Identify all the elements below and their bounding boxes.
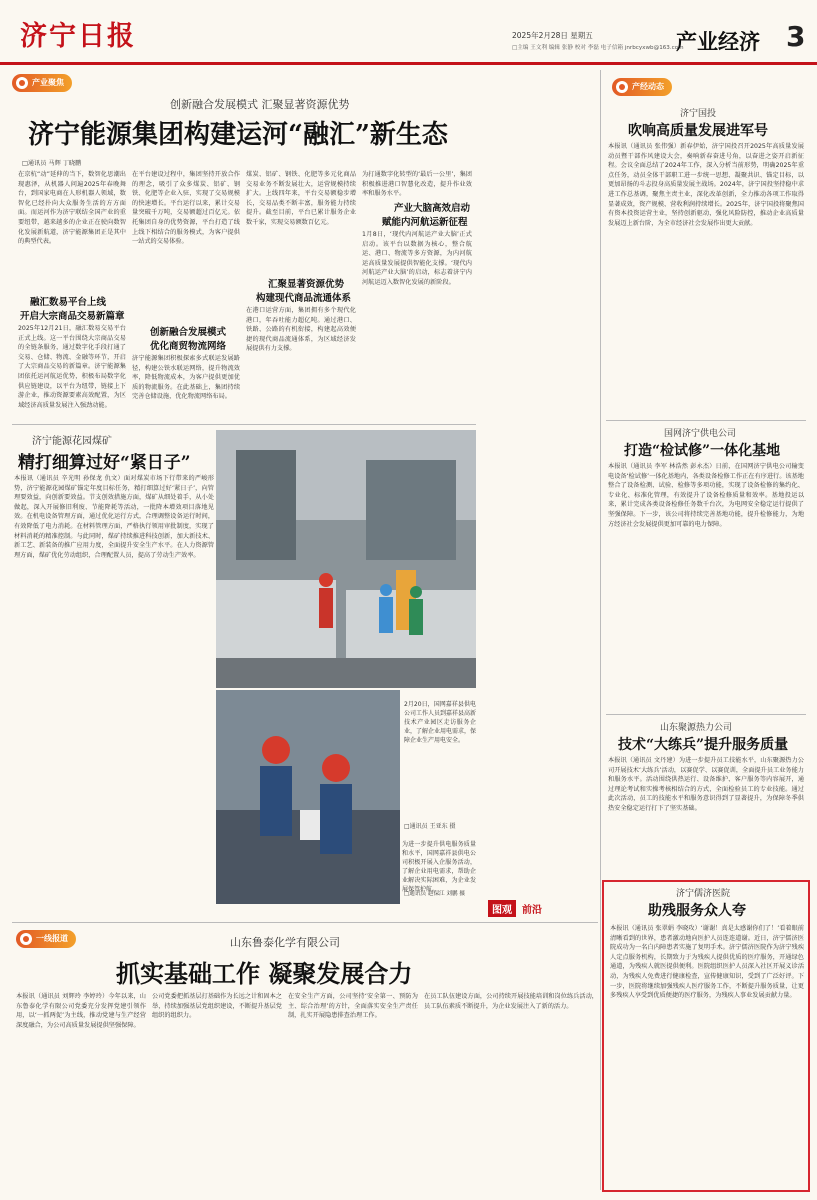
focus-body-col3b: 在港口运营方面，集团拥有多个现代化港口，年吞吐能力超亿吨。通过港口、铁路、公路的有机衔接，构建起高效便捷的现代商品流通体系，为区域经济发展提供有力支撑。	[246, 307, 356, 353]
news-a3-headline: 技术“大练兵”提升服务质量	[618, 737, 789, 753]
news-a2-headline: 打造“检试修”一体化基地	[624, 443, 781, 459]
masthead-logo: 济宁日报	[20, 21, 136, 52]
focus-body-col2: 在平台建设过程中，集团坚持开放合作的理念，吸引了众多煤炭、铝矿、钢铁、化肥等企业入驻，实现了交易规模的快速增长。平台运行以来，累计交易量突破千万吨，交易额超过百亿元。依托集团自身的优势资源，平台打造了线上线下相结合的服务模式，为客户提供一站式的交易体验。	[132, 171, 240, 246]
focus-body-col1b: 2025年12月21日，融汇数易交易平台正式上线。这一平台围绕大宗商品交易的全链条服务，通过数字化手段打通了交易、仓储、物流、金融等环节，开启了大宗商品交易的新篇章。济宁能源集团依托运河航运优势，积极布局数字化供应链建设，以平台为纽带，链接上下游企业，推动资源要素高效配置，为区域经济高质量发展注入强劲动能。	[18, 325, 126, 409]
news-a4-highlight-box	[602, 880, 810, 1192]
park-body: 本报讯（通讯员 辛光明 孙保龙 仇文）面对煤炭市场下行带来的严峻形势，济宁能源花园煤矿锚定年度目标任务，精打细算过好‘紧日子’，向管理要效益，向创新要效益。节支创效措施方面，煤矿从细处着手，从小处做起，深入开展修旧利废、节能降耗等活动，一批降本增效项目落地见效。在机电设备管理方面，通过优化运行方式，合理调整设备运行时间，有效降低了电力消耗。在材料管理方面，严格执行领用审批制度，实现了材料消耗的精准控制。与此同时，煤矿持续推进科技创新，加大新技术、新工艺、新装备的推广应用力度，全面提升安全生产水平。在人力资源管理方面，煤矿优化劳动组织，合理配置人员，提高了劳动生产效率。	[14, 475, 214, 559]
bottom-body-col4: 在员工队伍建设方面，公司持续开展技能培训和岗位练兵活动，员工队伍素质不断提升，为企业发展注入了新的活力。	[424, 993, 598, 1010]
tuhua-qianjin-banner: 图观 前沿	[488, 900, 546, 917]
news-a4-body: 本报讯（通讯员 张翠娟 李晓攻）‘谢谢！真是太感谢你们了！’看着眼前清晰看到的世界，患者激动地向医护人员连连道谢。近日，济宁儒济医院成功为一名白内障患者实施了复明手术。济宁儒济医院作为济宁残疾人定点服务机构，长期致力于为残疾人提供优质的医疗服务，开通绿色通道，为残疾人就医提供便利。医院组织医护人员深入社区开展义诊活动，为残疾人免费进行健康检查，宣传健康知识，受到了广泛好评。下一步，医院将继续加强残疾人医疗服务工作，不断提升服务质量，让更多残疾人享受到优质便捷的医疗服务，为残疾人事业发展贡献力量。	[610, 925, 804, 1000]
photo-credit-2: □通讯员 赵保江 刘鹏 摄	[404, 891, 465, 897]
factory-scene-image	[216, 430, 476, 688]
focus-body-col2b: 济宁能源集团积极探索多式联运发展路径，构建公铁水联运网络，提升物流效率，降低物流成本，为客户提供更加优质的物流服务。在此基础上，集团持续完善仓储设施，优化物流网络布局。	[132, 355, 240, 401]
bottom-kicker: 山东鲁泰化学有限公司	[230, 936, 340, 949]
bottom-headline: 抓实基础工作 凝聚发展合力	[116, 959, 413, 988]
focus-subhead-2b: 优化商贸物流网络	[150, 341, 227, 352]
focus-subhead-3b: 构建现代商品流通体系	[256, 293, 352, 304]
news-tag: 产经动态	[612, 78, 672, 96]
photo-caption-1: 2月20日，国网嘉祥县供电公司工作人员到嘉祥县高新技术产业园区走访服务企业，了解企业用电需求，保障企业生产用电安全。	[404, 701, 477, 744]
page-number: 3	[786, 20, 806, 53]
focus-subhead-4: 产业大脑高效启动	[394, 203, 471, 214]
focus-body-col1: 在京杭“动”延伸的当下，数智化思潮出现惠泽，从机器人问遍2025年春晚舞台，到国家电商在人形机器人领域，数智化已经扑向大众服务生活的方方面面。而运河作为济宁联结全国产业的重要纽带，越来越多的企业正在驶向数智化发展新航道，济宁能源集团正是其中的典型代表。	[18, 171, 126, 246]
bottom-tag: 一线报道	[16, 930, 76, 948]
news-a2-kicker: 国网济宁供电公司	[664, 429, 737, 439]
bottom-body-col1: 本报讯（通讯员 刘辉玲 李婷玲）今年以来，山东鲁泰化学有限公司党委充分发挥党建引领作用，以‘一抓两促’为主线，推动党建与生产经营深度融合，为公司高质量发展提供坚强保障。	[16, 993, 146, 1029]
focus-subhead-3: 汇聚显著资源优势	[268, 279, 345, 290]
masthead-rule	[0, 62, 817, 65]
bottom-body-col2: 公司党委把抓基层打基础作为长远之计和固本之举，持续加强基层党组织建设，不断提升基层党组织的组织力。	[152, 993, 282, 1020]
photo-caption-2: 为进一步提升供电服务质量和水平，国网嘉祥县供电公司积极开展入企服务活动，了解企业用电需求，帮助企业解决实际困难，为企业发展保驾护航。	[402, 841, 476, 893]
focus-subhead-1b: 开启大宗商品交易新篇章	[20, 311, 125, 322]
focus-headline: 济宁能源集团构建运河“融汇”新生态	[28, 120, 448, 150]
factory-photo	[216, 430, 476, 688]
section-title: 产业经济	[676, 30, 760, 54]
focus-tag: 产业聚焦	[12, 74, 72, 92]
news-a1-headline: 吹响高质量发展进军号	[628, 123, 768, 139]
electricians-image	[216, 690, 400, 904]
news-a1-body: 本报讯（通讯员 张伟强）新春伊始，济宁国投召开2025年高质量发展动员暨干部作风建设大会，奏响新春奋进号角，以奋进之姿开启新征程。会议全面总结了2024年工作，深入分析当前形势，明确2025年重点任务，动员全体干部职工进一步统一思想、凝聚共识、锚定目标，以更加昂扬的斗志投身高质量发展主战场。2024年，济宁国投坚持稳中求进工作总基调，聚焦主责主业，深化改革创新，全力推动各项工作取得显著成效，资产规模、营收利润持续增长。2025年，济宁国投将聚焦国有资本投资运营主业，坚持创新驱动，强化风险防控，推动企业高质量发展迈上新台阶，为全市经济社会发展作出更大贡献。	[608, 143, 804, 227]
news-a2-body: 本报讯（通讯员 李军 林浩然 彭永杰）日前，在国网济宁供电公司输变电设备‘检试修’一体化基地内，各类设备检修工作正在有序进行。该基地整合了设备检测、试验、检修等多项功能，实现了设备检修的集约化、专业化、标准化管理，有效提升了设备检修质量和效率。基地投运以来，累计完成各类设备检修任务数千台次，为电网安全稳定运行提供了坚强保障。下一步，该公司将持续完善基地功能，提升检修能力，为地方经济社会发展提供更加可靠的电力保障。	[608, 463, 804, 528]
news-a4-kicker: 济宁儒济医院	[676, 889, 731, 899]
photo-credit-1: □通讯员 王亚东 摄	[404, 823, 456, 830]
park-headline: 精打细算过好“紧日子”	[18, 453, 191, 473]
focus-body-col3: 煤炭、铝矿、钢铁、化肥等多元化商品交易业务不断发展壮大，运营规模持续扩大。上线四年来，平台交易额稳步增长，交易品类不断丰富，服务能力持续提升。截至目前，平台已累计服务企业数千家，实现交易额数百亿元。	[246, 171, 356, 226]
news-a4-headline: 助残服务众人夸	[648, 903, 746, 919]
bottom-body-col3: 在安全生产方面，公司坚持‘安全第一、预防为主、综合治理’的方针，全面落实安全生产责任制，扎实开展隐患排查治理工作。	[288, 993, 418, 1020]
editor-credits: □主编 王文利 编辑 张静 校对 李磊 电子信箱 jnrbcyxwb@163.com	[512, 45, 684, 51]
focus-kicker: 创新融合发展模式 汇聚显著资源优势	[170, 98, 350, 111]
issue-date: 2025年2月28日 星期五	[512, 31, 593, 40]
focus-subhead-1: 融汇数易平台上线	[30, 297, 107, 308]
focus-subhead-2: 创新融合发展模式	[150, 327, 227, 338]
news-a3-body: 本报讯（通讯员 文丹建）为进一步提升员工技能水平，山东聚源热力公司开展技术‘大练兵’活动，以赛促学、以赛促训，全面提升员工业务能力和服务水平。活动围绕供热运行、设备维护、客户服务等内容展开，通过理论考试和实操考核相结合的方式，全面检验员工的专业技能。通过此次活动，员工的技能水平和服务意识得到了显著提升，为保障冬季供热安全稳定运行打下了坚实基础。	[608, 757, 804, 812]
focus-body-col4: 为打通数字化转型的‘最后一公里’，集团积极推进港口智慧化改造，提升作业效率和服务水平。	[362, 171, 472, 198]
focus-byline: □通讯员 马辉 丁晓鹏	[22, 160, 82, 167]
electricians-photo	[216, 690, 400, 904]
news-a1-kicker: 济宁国投	[680, 109, 717, 119]
park-kicker: 济宁能源花园煤矿	[32, 436, 112, 447]
focus-body-col4b: 1月8日，‘现代内河航运产业大脑’正式启动。该平台以数据为核心，整合航运、港口、物流等多方资源，为内河航运高质量发展提供智能化支撑。‘现代内河航运产业大脑’的启动，标志着济宁内河航运迈入数智化发展的新阶段。	[362, 231, 472, 286]
news-a3-kicker: 山东聚源热力公司	[660, 723, 733, 733]
focus-subhead-4b: 赋能内河航运新征程	[382, 217, 468, 228]
